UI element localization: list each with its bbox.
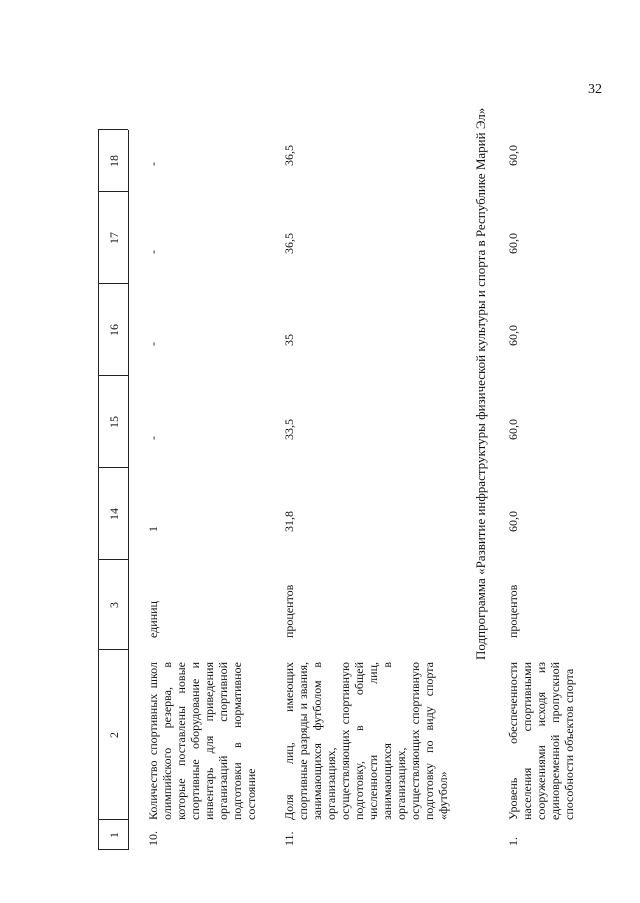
table-top-border	[98, 130, 99, 850]
row-value: 60,0	[506, 511, 520, 532]
row-value: 36,5	[282, 145, 296, 166]
column-header: 14	[107, 508, 121, 520]
column-header: 16	[107, 324, 121, 336]
row-unit: процентов	[506, 584, 520, 638]
rotated-table-page	[98, 70, 640, 850]
row-description: Количество спортивных школ олимпийского резерва, в которые поставлены новые спортивные оборудование и инвентарь для приведения организаций спортивной подготовки в нормативное состояние	[146, 662, 258, 820]
column-header: 2	[107, 732, 121, 738]
row-description: Доля лиц, имеющих спортивные разряды и звания, занимающихся футболом в организациях, осуществляющих спортивную подготовку, в общей численности лиц, занимающихся в организациях, осуществляющих спортивную подготовку по виду спорта «футбол»	[282, 662, 450, 820]
column-header: 15	[107, 416, 121, 428]
column-header: 17	[107, 232, 121, 244]
row-number: 1.	[506, 837, 520, 846]
row-unit: единиц	[146, 601, 160, 638]
subprogram-title: Подпрограмма «Развитие инфраструктуры физической культуры и спорта в Республике Марий Эл»	[473, 107, 488, 660]
row-description: Уровень обеспеченности населения спортивными сооружениями исходя из единовременной пропускной способности объектов спорта	[506, 662, 576, 820]
row-number: 10.	[146, 831, 160, 846]
row-value: -	[146, 162, 160, 166]
page-number: 32	[588, 82, 602, 97]
column-header: 18	[107, 155, 121, 167]
row-number: 11.	[282, 831, 296, 846]
row-value: 35	[282, 334, 296, 346]
column-header: 3	[107, 602, 121, 608]
row-value: -	[146, 342, 160, 346]
row-value: 60,0	[506, 419, 520, 440]
row-value: 36,5	[282, 233, 296, 254]
row-unit: процентов	[282, 584, 296, 638]
column-header: 1	[107, 832, 121, 838]
row-value: 33,5	[282, 419, 296, 440]
row-value: 1	[146, 526, 160, 532]
row-value: 60,0	[506, 145, 520, 166]
row-value: -	[146, 436, 160, 440]
row-value: 31,8	[282, 511, 296, 532]
row-value: 60,0	[506, 325, 520, 346]
header-bottom-border	[128, 130, 129, 850]
row-value: 60,0	[506, 233, 520, 254]
row-value: -	[146, 250, 160, 254]
